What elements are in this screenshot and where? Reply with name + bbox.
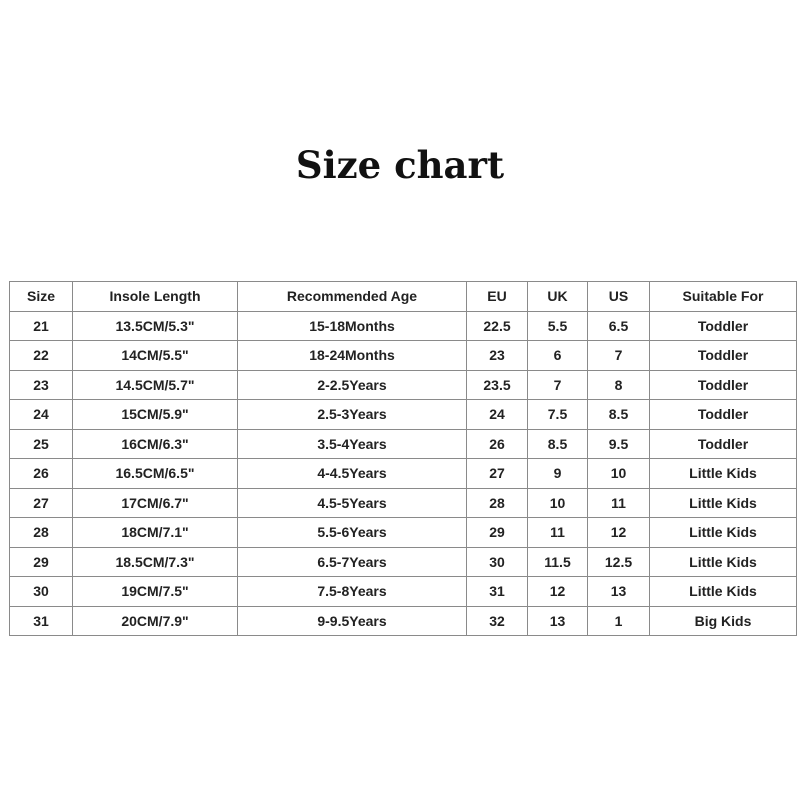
cell-us: 11 xyxy=(588,488,650,518)
cell-eu: 24 xyxy=(467,400,528,430)
cell-size: 25 xyxy=(10,429,73,459)
table-row xyxy=(10,459,797,489)
cell-size: 23 xyxy=(10,370,73,400)
cell-size: 27 xyxy=(10,488,73,518)
cell-suitable-for: Little Kids xyxy=(650,547,797,577)
cell-suitable-for: Toddler xyxy=(650,370,797,400)
cell-insole-length: 19CM/7.5" xyxy=(73,577,238,607)
cell-eu: 30 xyxy=(467,547,528,577)
cell-recommended-age: 2.5-3Years xyxy=(238,400,467,430)
cell-recommended-age: 18-24Months xyxy=(238,341,467,371)
cell-us: 12 xyxy=(588,518,650,548)
cell-insole-length: 14CM/5.5" xyxy=(73,341,238,371)
header-suitable-for: Suitable For xyxy=(650,282,797,312)
cell-size: 24 xyxy=(10,400,73,430)
header-us: US xyxy=(588,282,650,312)
cell-size: 26 xyxy=(10,459,73,489)
cell-insole-length: 18CM/7.1" xyxy=(73,518,238,548)
table-row xyxy=(10,577,797,607)
cell-size: 31 xyxy=(10,606,73,636)
cell-us: 8 xyxy=(588,370,650,400)
table-row xyxy=(10,311,797,341)
table-row xyxy=(10,341,797,371)
cell-suitable-for: Toddler xyxy=(650,400,797,430)
cell-size: 21 xyxy=(10,311,73,341)
cell-size: 22 xyxy=(10,341,73,371)
cell-eu: 28 xyxy=(467,488,528,518)
cell-suitable-for: Toddler xyxy=(650,311,797,341)
cell-suitable-for: Little Kids xyxy=(650,577,797,607)
cell-us: 6.5 xyxy=(588,311,650,341)
cell-eu: 29 xyxy=(467,518,528,548)
header-uk: UK xyxy=(528,282,588,312)
cell-us: 9.5 xyxy=(588,429,650,459)
size-chart-table xyxy=(9,281,797,636)
cell-suitable-for: Little Kids xyxy=(650,459,797,489)
cell-insole-length: 14.5CM/5.7" xyxy=(73,370,238,400)
cell-recommended-age: 3.5-4Years xyxy=(238,429,467,459)
cell-suitable-for: Little Kids xyxy=(650,488,797,518)
cell-recommended-age: 5.5-6Years xyxy=(238,518,467,548)
cell-insole-length: 16.5CM/6.5" xyxy=(73,459,238,489)
cell-suitable-for: Toddler xyxy=(650,429,797,459)
table-row xyxy=(10,429,797,459)
cell-insole-length: 15CM/5.9" xyxy=(73,400,238,430)
table-row xyxy=(10,518,797,548)
table-row xyxy=(10,606,797,636)
cell-us: 12.5 xyxy=(588,547,650,577)
table-row xyxy=(10,400,797,430)
cell-eu: 27 xyxy=(467,459,528,489)
cell-eu: 23.5 xyxy=(467,370,528,400)
cell-size: 30 xyxy=(10,577,73,607)
cell-size: 29 xyxy=(10,547,73,577)
cell-uk: 11.5 xyxy=(528,547,588,577)
cell-uk: 13 xyxy=(528,606,588,636)
cell-uk: 9 xyxy=(528,459,588,489)
cell-uk: 12 xyxy=(528,577,588,607)
cell-uk: 11 xyxy=(528,518,588,548)
cell-insole-length: 17CM/6.7" xyxy=(73,488,238,518)
cell-recommended-age: 9-9.5Years xyxy=(238,606,467,636)
cell-eu: 23 xyxy=(467,341,528,371)
cell-uk: 7.5 xyxy=(528,400,588,430)
cell-us: 7 xyxy=(588,341,650,371)
cell-suitable-for: Toddler xyxy=(650,341,797,371)
cell-recommended-age: 7.5-8Years xyxy=(238,577,467,607)
cell-uk: 10 xyxy=(528,488,588,518)
cell-uk: 6 xyxy=(528,341,588,371)
cell-insole-length: 16CM/6.3" xyxy=(73,429,238,459)
table-row xyxy=(10,547,797,577)
table-header-row xyxy=(10,282,797,312)
cell-recommended-age: 4.5-5Years xyxy=(238,488,467,518)
cell-eu: 22.5 xyxy=(467,311,528,341)
cell-insole-length: 18.5CM/7.3" xyxy=(73,547,238,577)
cell-uk: 7 xyxy=(528,370,588,400)
header-size: Size xyxy=(10,282,73,312)
cell-suitable-for: Big Kids xyxy=(650,606,797,636)
cell-recommended-age: 2-2.5Years xyxy=(238,370,467,400)
page-title: Size chart xyxy=(295,143,505,187)
table-row xyxy=(10,370,797,400)
header-insole-length: Insole Length xyxy=(73,282,238,312)
header-eu: EU xyxy=(467,282,528,312)
cell-us: 10 xyxy=(588,459,650,489)
cell-recommended-age: 15-18Months xyxy=(238,311,467,341)
cell-size: 28 xyxy=(10,518,73,548)
header-recommended-age: Recommended Age xyxy=(238,282,467,312)
cell-uk: 5.5 xyxy=(528,311,588,341)
cell-us: 13 xyxy=(588,577,650,607)
table-row xyxy=(10,488,797,518)
cell-eu: 31 xyxy=(467,577,528,607)
cell-insole-length: 13.5CM/5.3" xyxy=(73,311,238,341)
cell-eu: 26 xyxy=(467,429,528,459)
cell-eu: 32 xyxy=(467,606,528,636)
cell-recommended-age: 6.5-7Years xyxy=(238,547,467,577)
cell-us: 8.5 xyxy=(588,400,650,430)
cell-us: 1 xyxy=(588,606,650,636)
cell-suitable-for: Little Kids xyxy=(650,518,797,548)
cell-uk: 8.5 xyxy=(528,429,588,459)
cell-recommended-age: 4-4.5Years xyxy=(238,459,467,489)
cell-insole-length: 20CM/7.9" xyxy=(73,606,238,636)
